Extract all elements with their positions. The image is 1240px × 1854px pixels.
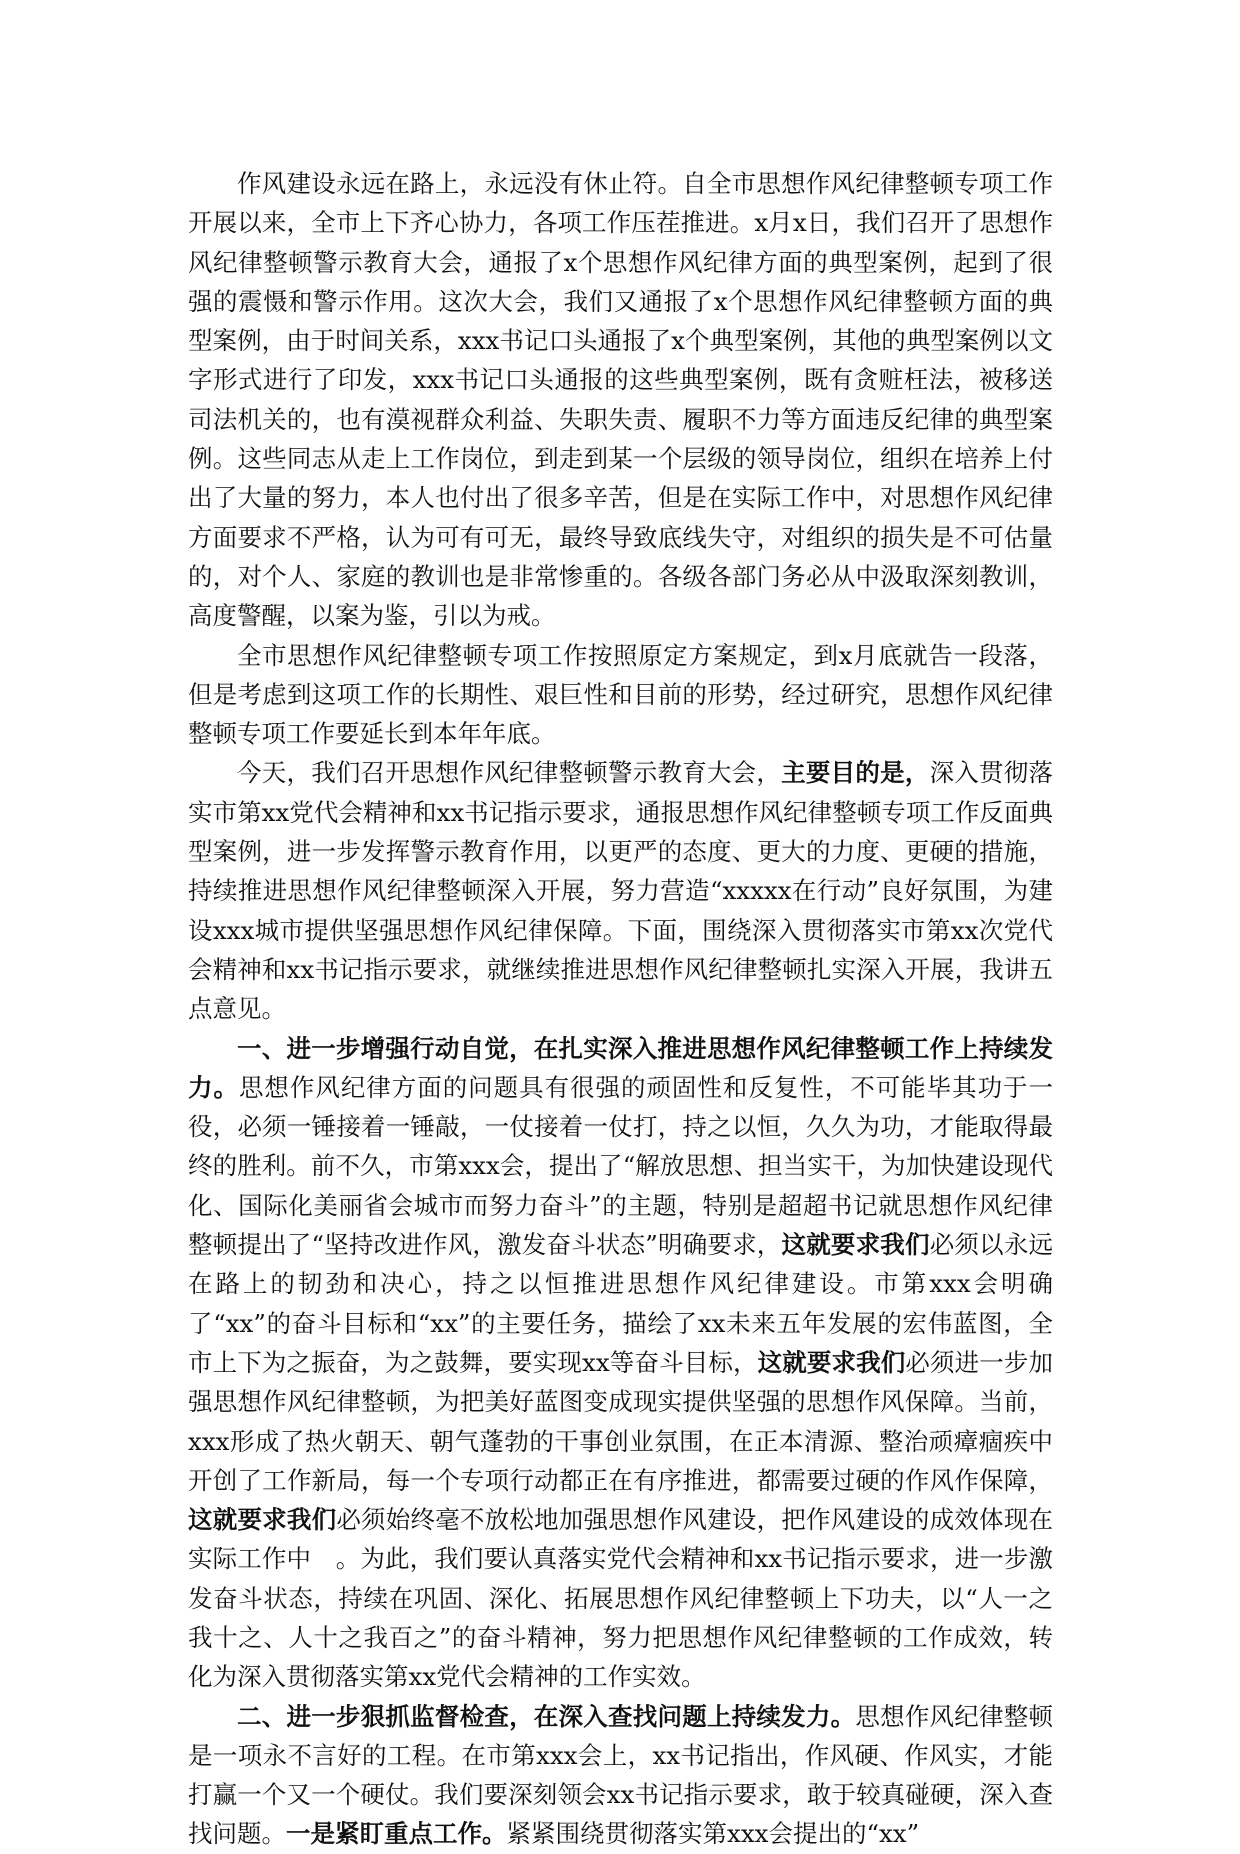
paragraph-text: 必须进一步加强思想作风纪律整顿，为把美好蓝图变成现实提供坚强的思想作风保障。当前，xxx形成了热火朝天、朝气蓬勃的干事创业氛围，在正本清源、整治顽瘴痼疾中开创了工作新局，每一个专项行动都正在有序推进，都需要过硬的作风作保障， xyxy=(188,1347,1054,1495)
paragraph-text: 必须以永远在路上的韧劲和决心，持之以恒推进思想作风纪律建设。市第xxx会明确了“xx”的奋斗目标和“xx”的主要任务，描绘了xx未来五年发展的宏伟蓝图，全市上下为之振奋，为之鼓舞，要实现xx等奋斗目标， xyxy=(188,1230,1054,1377)
paragraph-text: 全市思想作风纪律整顿专项工作按照原定方案规定，到x月底就告一段落，但是考虑到这项工作的长期性、艰巨性和目前的形势，经过研究，思想作风纪律整顿专项工作要延长到本年年底。 xyxy=(188,640,1053,749)
paragraph-3 xyxy=(188,753,1053,1028)
paragraph-text: 思想作风纪律方面的问题具有很强的顽固性和反复性，不可能毕其功于一役，必须一锤接着一锤敲，一仗接着一仗打，持之以恒，久久为功，才能取得最终的胜利。前不久，市第xxx会，提出了“解放思想、担当实干，为加快建设现代化、国际化美丽省会城市而努力奋斗”的主题，特别是超超书记就思想作风纪律整顿提出了“坚持改进作风，激发奋斗状态”明确要求， xyxy=(188,1072,1054,1260)
paragraph-text: 思想作风纪律整顿是一项永不言好的工程。在市第xxx会上，xx书记指出，作风硬、作风实，才能打赢一个又一个硬仗。我们要深刻领会xx书记指示要求，敢于较真碰硬，深入查找问题。 xyxy=(188,1701,1053,1849)
bold-phrase: 这就要求我们 xyxy=(188,1505,337,1535)
paragraph-text: 紧紧围绕贯彻落实第xxx会提出的“xx” xyxy=(506,1819,920,1849)
bold-phrase: 主要目的是， xyxy=(781,758,930,788)
bold-phrase: 一是紧盯重点工作。 xyxy=(286,1819,507,1849)
section-1-heading: 一、进一步增强行动自觉，在扎实深入推进思想作风纪律整顿工作上持续发力。 xyxy=(188,1033,1053,1102)
bold-phrase: 这就要求我们 xyxy=(757,1347,906,1377)
paragraph-text: 今天，我们召开思想作风纪律整顿警示教育大会， xyxy=(237,758,782,788)
bold-phrase: 这就要求我们 xyxy=(781,1230,930,1260)
paragraph-text: 深入贯彻落实市第xx党代会精神和xx书记指示要求，通报思想作风纪律整顿专项工作反面典型案例，进一步发挥警示教育作用，以更严的态度、更大的力度、更硬的措施，持续推进思想作风纪律整顿深入开展，努力营造“xxxxx在行动”良好氛围，为建设xxx城市提供坚强思想作风纪律保障。下面，围绕深入贯彻落实市第xx次党代会精神和xx书记指示要求，就继续推进思想作风纪律整顿扎实深入开展，我讲五点意见。 xyxy=(188,758,1053,1024)
paragraph-text: 作风建设永远在路上，永远没有休止符。自全市思想作风纪律整顿专项工作开展以来，全市上下齐心协力，各项工作压茬推进。x月x日，我们召开了思想作风纪律整顿警示教育大会，通报了x个思想作风纪律方面的典型案例，起到了很强的震慑和警示作用。这次大会，我们又通报了x个思想作风纪律整顿方面的典型案例，由于时间关系，xxx书记口头通报了x个典型案例，其他的典型案例以文字形式进行了印发，xxx书记口头通报的这些典型案例，既有贪赃枉法，被移送司法机关的，也有漠视群众利益、失职失责、履职不力等方面违反纪律的典型案例。这些同志从走上工作岗位，到走到某一个层级的领导岗位，组织在培养上付出了大量的努力，本人也付出了很多辛苦，但是在实际工作中，对思想作风纪律方面要求不严格，认为可有可无，最终导致底线失守，对组织的损失是不可估量的，对个人、家庭的教训也是非常惨重的。各级各部门务必从中汲取深刻教训，高度警醒，以案为鉴，引以为戒。 xyxy=(188,169,1053,631)
section-1-paragraph xyxy=(188,1029,1053,1697)
document-page xyxy=(188,164,1053,1854)
paragraph-2 xyxy=(188,636,1053,754)
section-2-heading: 二、进一步狠抓监督检查，在深入查找问题上持续发力。 xyxy=(237,1701,856,1731)
paragraph-text: 必须始终毫不放松地加强思想作风建设，把作风建设的成效体现在实际工作中 。为此，我们要认真落实党代会精神和xx书记指示要求，进一步激发奋斗状态，持续在巩固、深化、拓展思想作风纪律整顿上下功夫，以“人一之我十之、人十之我百之”的奋斗精神，努力把思想作风纪律整顿的工作成效，转化为深入贯彻落实第xx党代会精神的工作实效。 xyxy=(188,1505,1054,1692)
section-2-paragraph xyxy=(188,1697,1053,1854)
paragraph-1 xyxy=(188,164,1053,636)
